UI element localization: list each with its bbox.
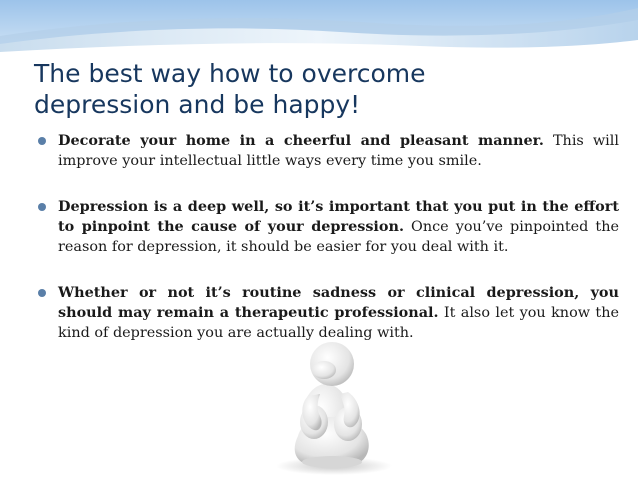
sad-person-sitting-illustration: [268, 326, 398, 476]
bullet-item-1: [38, 131, 619, 171]
header-wave-decoration: [0, 0, 638, 60]
bullet-3-text: It also let you know the kind of depression you are actually dealing with.: [58, 305, 619, 341]
round-bullet-icon: [38, 289, 46, 297]
bullet-1-bold-text: Decorate your home in a cheerful and pleasant manner.: [58, 132, 544, 149]
slide-title-line-2: depression and be happy!: [34, 90, 361, 119]
bullet-3-bold-text: Whether or not it’s routine sadness or clinical depression, you should may remain a therapeutic professional.: [58, 284, 619, 321]
bullet-2-text: Once you’ve pinpointed the reason for depression, it should be easier for you deal with it.: [58, 219, 619, 255]
slide-title-line-1: The best way how to overcome: [34, 59, 426, 88]
figure-feet: [302, 456, 362, 468]
slide-title: [34, 58, 554, 120]
bullet-2-bold-text: Depression is a deep well, so it’s important that you put in the effort to pinpoint the cause of your depression.: [58, 198, 619, 235]
round-bullet-icon: [38, 203, 46, 211]
figure-hand-on-head: [312, 361, 336, 379]
bullet-1-text: This will improve your intellectual little ways every time you smile.: [58, 133, 619, 169]
bullet-item-2: [38, 197, 619, 257]
round-bullet-icon: [38, 137, 46, 145]
